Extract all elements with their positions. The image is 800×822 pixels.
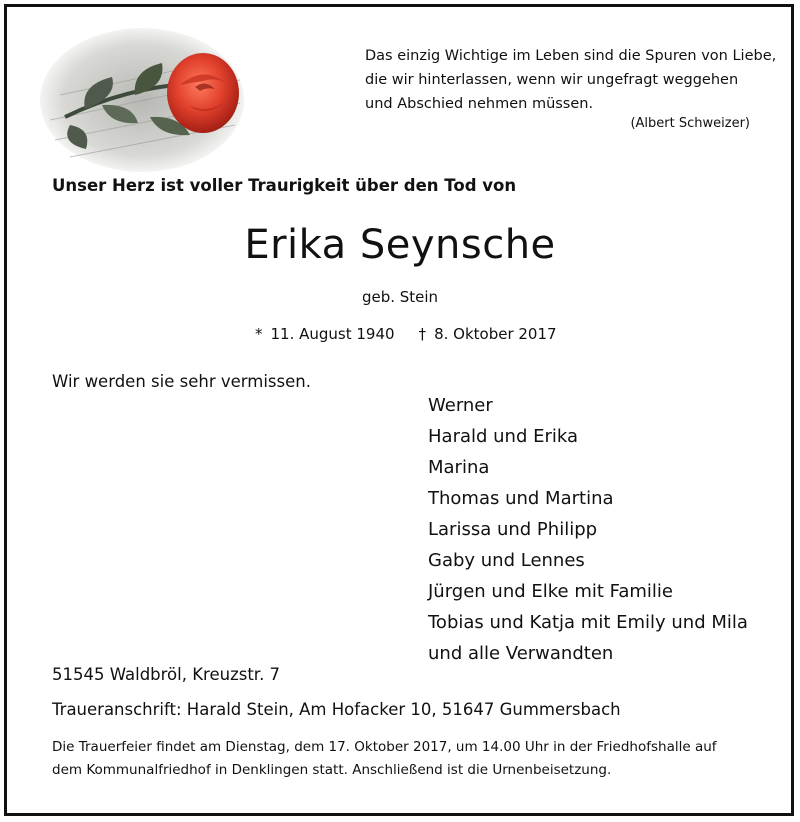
death-symbol: † bbox=[418, 325, 427, 343]
list-item: Marina bbox=[428, 457, 490, 478]
list-item: Gaby und Lennes bbox=[428, 550, 585, 571]
mourners-list bbox=[428, 390, 748, 669]
funeral-notice bbox=[52, 736, 762, 782]
list-item: und alle Verwandten bbox=[428, 643, 614, 664]
birth-symbol: * bbox=[255, 325, 263, 343]
list-item: Jürgen und Elke mit Familie bbox=[428, 581, 674, 602]
quote-line: und Abschied nehmen müssen. bbox=[365, 96, 594, 112]
notice-line: dem Kommunalfriedhof in Denklingen statt. Anschließend ist die Urnenbeisetzung. bbox=[52, 762, 612, 778]
birth-name: geb. Stein bbox=[361, 288, 439, 306]
list-item: Harald und Erika bbox=[428, 426, 579, 447]
notice-line: Die Trauerfeier findet am Dienstag, dem 17. Oktober 2017, um 14.00 Uhr in der Friedhofshalle auf bbox=[52, 739, 717, 755]
list-item: Tobias und Katja mit Emily und Mila bbox=[428, 612, 748, 633]
quote-author: (Albert Schweizer) bbox=[630, 116, 750, 131]
list-item: Thomas und Martina bbox=[428, 488, 614, 509]
life-dates bbox=[255, 325, 557, 343]
quote-line: die wir hinterlassen, wenn wir ungefragt weggehen bbox=[365, 72, 739, 88]
residence-address: 51545 Waldbröl, Kreuzstr. 7 bbox=[52, 665, 281, 684]
miss-text: Wir werden sie sehr vermissen. bbox=[52, 372, 311, 391]
quote-line: Das einzig Wichtige im Leben sind die Spuren von Liebe, bbox=[365, 48, 777, 64]
birth-date: 11. August 1940 bbox=[270, 325, 395, 343]
quote bbox=[365, 44, 777, 116]
deceased-name: Erika Seynsche bbox=[244, 222, 556, 268]
intro-text: Unser Herz ist voller Traurigkeit über den Tod von bbox=[52, 176, 517, 195]
rose-icon bbox=[40, 25, 245, 175]
death-date: 8. Oktober 2017 bbox=[434, 325, 557, 343]
mourning-address: Traueranschrift: Harald Stein, Am Hofacker 10, 51647 Gummersbach bbox=[52, 700, 621, 719]
list-item: Larissa und Philipp bbox=[428, 519, 598, 540]
list-item: Werner bbox=[428, 395, 493, 416]
